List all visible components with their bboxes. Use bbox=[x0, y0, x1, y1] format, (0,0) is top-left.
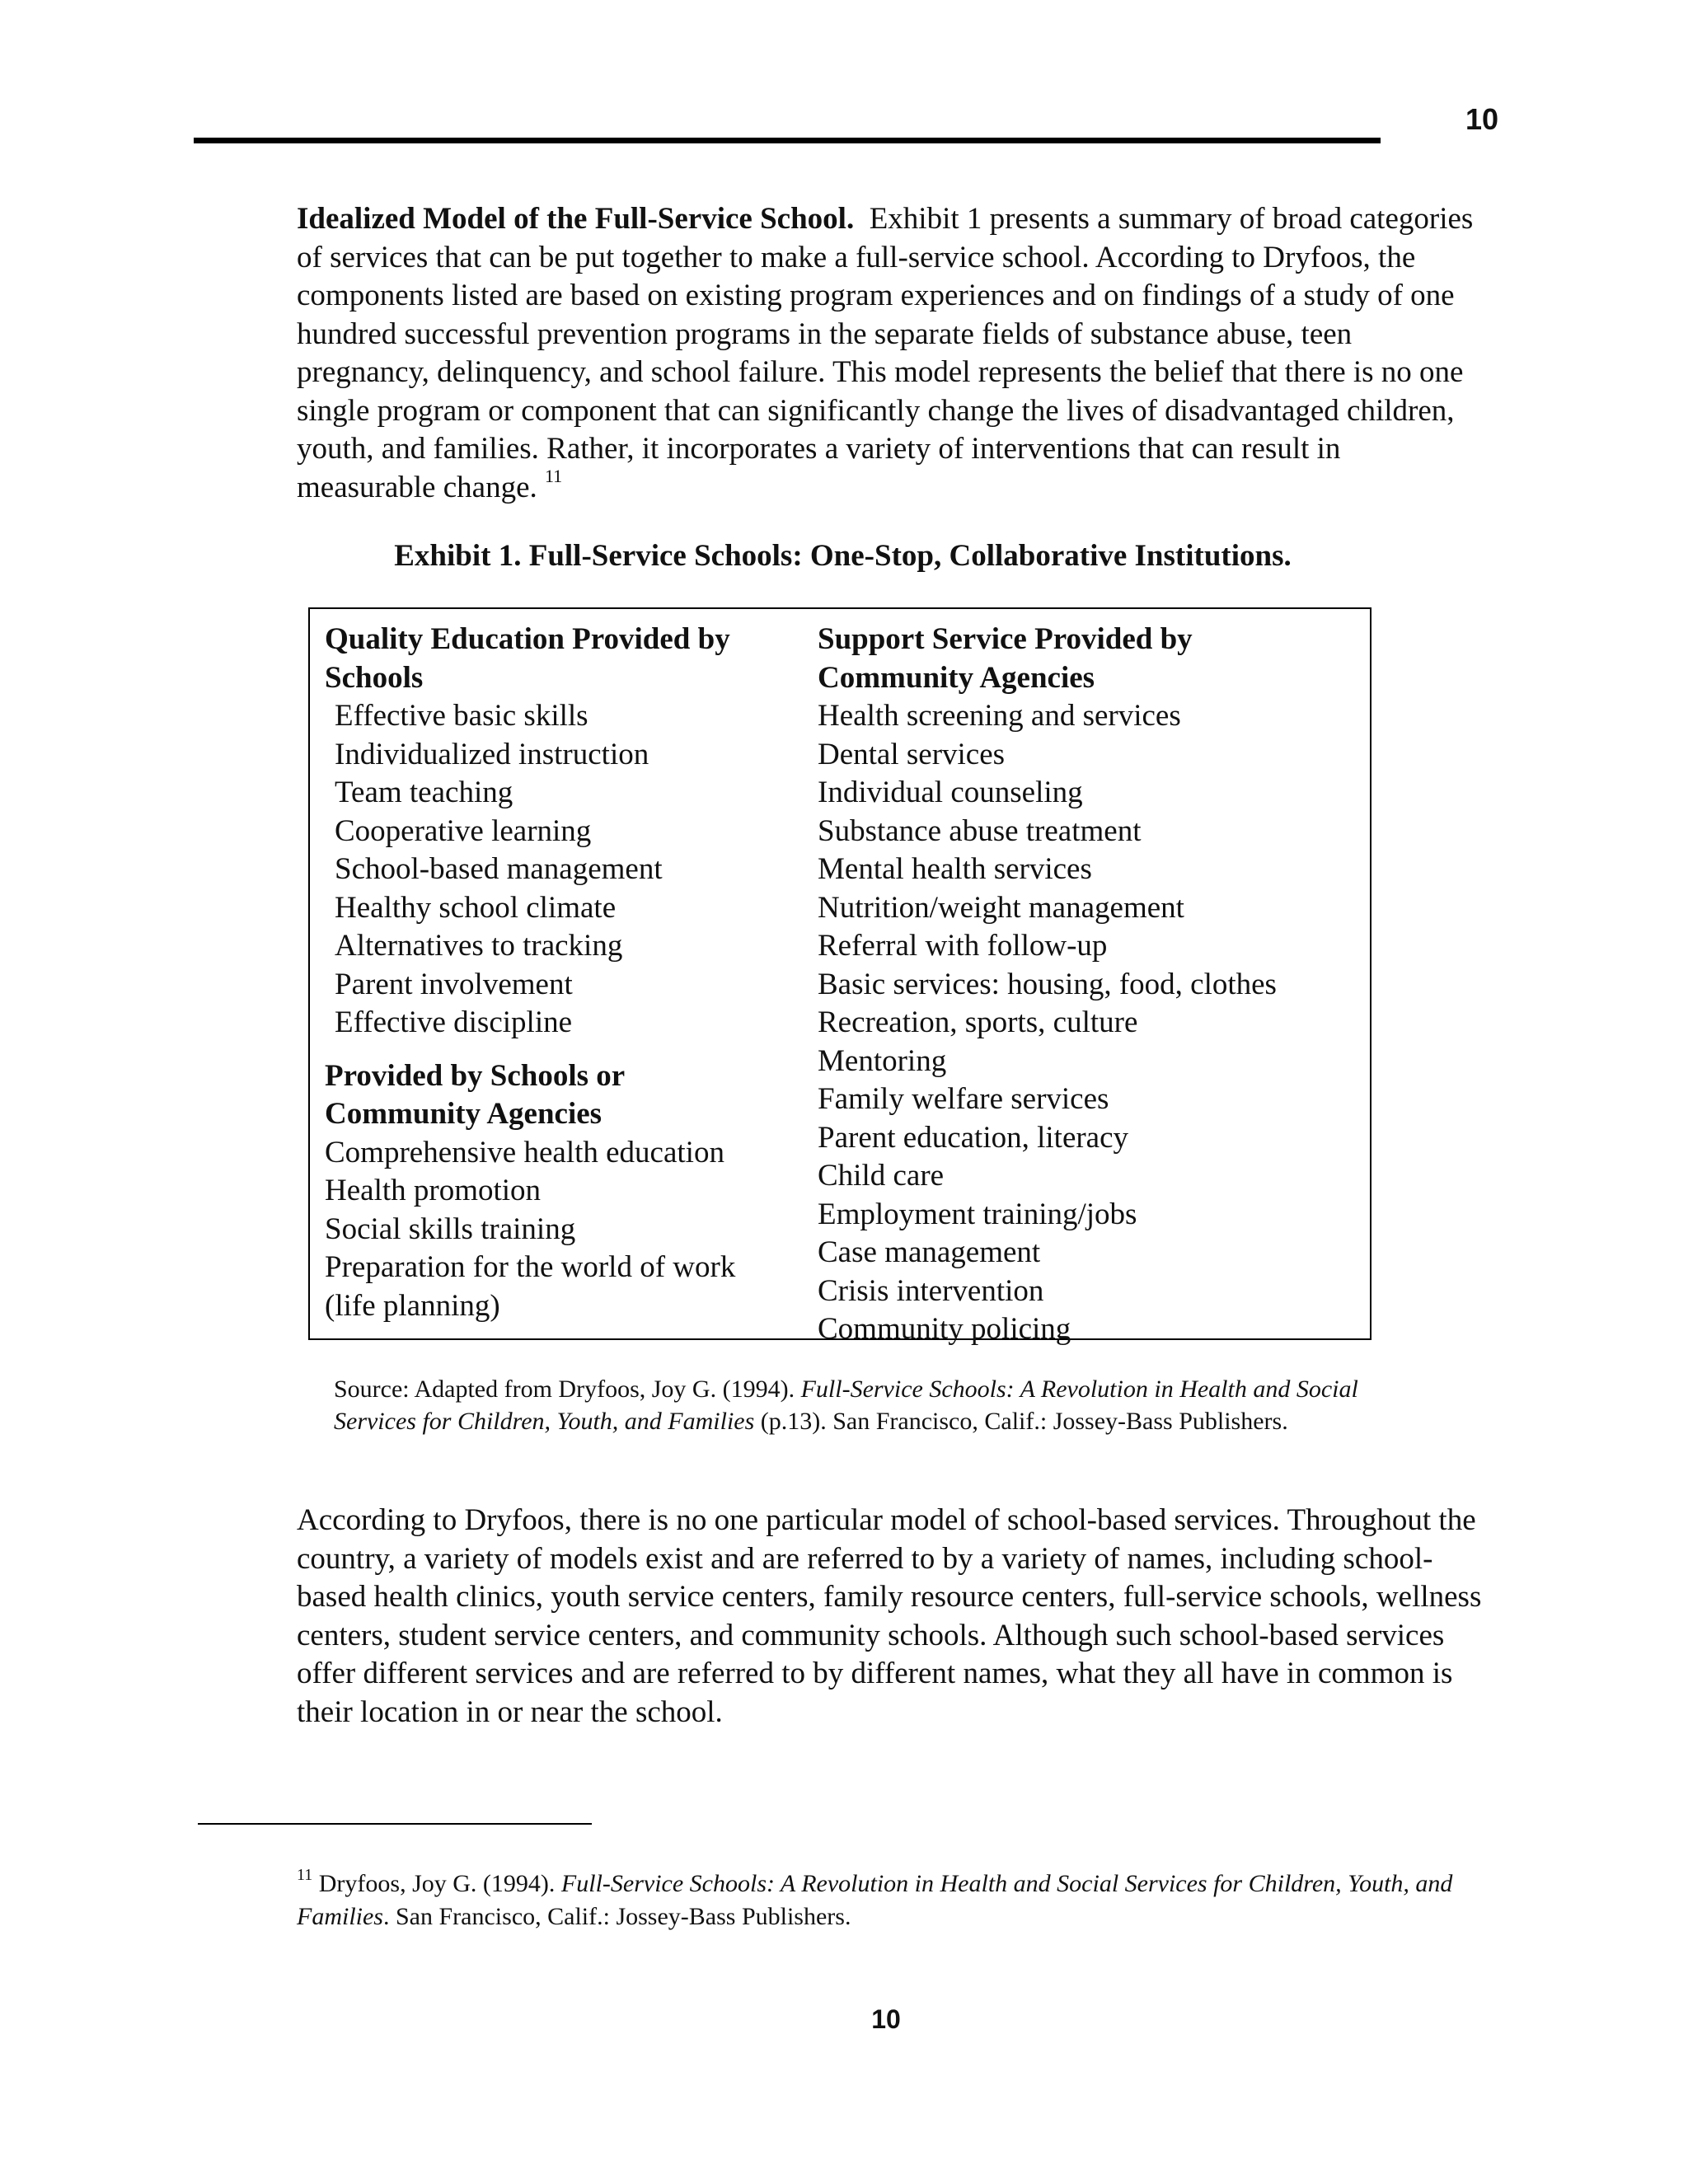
exhibit-left-column bbox=[325, 621, 803, 1325]
list-item: (life planning) bbox=[325, 1288, 500, 1323]
list-item: Child care bbox=[818, 1159, 945, 1193]
left-subheading-line1: Provided by Schools or bbox=[325, 1058, 626, 1093]
list-item: Team teaching bbox=[335, 776, 513, 809]
list-item: Healthy school climate bbox=[335, 890, 617, 925]
footnote-separator bbox=[198, 1823, 592, 1825]
left-subheading-line2: Community Agencies bbox=[325, 1097, 603, 1131]
intro-body: Exhibit 1 presents a summary of broad categories of services that can be put together to make a full-service school. According to Dryfoos, the components listed are based on existing program experiences and on findings of a study of one hundred successful prevention programs in the separate fields of substance abuse, teen pregnancy, delinquency, and school failure. This model represents the belief that there is no one single program or component that can significantly change the lives of disadvantaged children, youth, and families. Rather, it incorporates a variety of interventions that can result in measurable change. bbox=[297, 202, 1474, 504]
footnote-title: Full-Service Schools: A Revolution in Health and Social Services for Children, Youth, and Families bbox=[297, 1870, 1453, 1930]
list-item: Case management bbox=[818, 1235, 1041, 1269]
list-item: Crisis intervention bbox=[818, 1273, 1044, 1308]
list-item: Comprehensive health education bbox=[325, 1135, 724, 1169]
list-item: Health promotion bbox=[325, 1174, 542, 1207]
footnote-reference: 11 bbox=[545, 465, 563, 486]
exhibit-source-note bbox=[334, 1373, 1397, 1437]
footnote-prefix: Dryfoos, Joy G. (1994). bbox=[312, 1870, 561, 1897]
list-item: Substance abuse treatment bbox=[818, 813, 1142, 848]
footnote-number: 11 bbox=[297, 1866, 313, 1884]
list-item: Effective discipline bbox=[335, 1005, 573, 1039]
list-item: Individualized instruction bbox=[335, 737, 649, 771]
list-item: Nutrition/weight management bbox=[818, 890, 1184, 925]
list-item: Community policing bbox=[818, 1312, 1071, 1346]
list-item: Mentoring bbox=[818, 1043, 947, 1078]
page-number-top: 10 bbox=[1465, 102, 1498, 136]
body-paragraph: According to Dryfoos, there is no one particular model of school-based services. Throughout the country, a variety of models exist and are referred to by a variety of names, including school-based health clinics, youth service centers, family resource centers, full-service schools, wellness centers, student service centers, and community schools. Although such school-based services offer different services and are referred to by different names, what they all have in common is their location in or near the school. bbox=[297, 1503, 1482, 1729]
header-rule bbox=[194, 138, 1381, 143]
list-item: Social skills training bbox=[325, 1212, 576, 1246]
list-item: Effective basic skills bbox=[335, 699, 588, 733]
list-item: Health screening and services bbox=[818, 699, 1181, 733]
list-item: Recreation, sports, culture bbox=[818, 1005, 1138, 1039]
section-spacer bbox=[325, 1043, 803, 1057]
list-item: Referral with follow-up bbox=[818, 929, 1108, 963]
footnote-suffix: . San Francisco, Calif.: Jossey-Bass Publishers. bbox=[383, 1903, 851, 1930]
exhibit-right-column bbox=[818, 621, 1362, 1349]
list-item: Basic services: housing, food, clothes bbox=[818, 967, 1277, 1001]
list-item: Individual counseling bbox=[818, 776, 1083, 809]
footnote bbox=[297, 1868, 1484, 1933]
list-item: Parent education, literacy bbox=[818, 1120, 1129, 1155]
exhibit-title: Exhibit 1. Full-Service Schools: One-Stop, Collaborative Institutions. bbox=[394, 539, 1292, 573]
intro-paragraph bbox=[297, 200, 1484, 507]
page-number-bottom: 10 bbox=[871, 2004, 901, 2034]
exhibit-table bbox=[308, 607, 1372, 1346]
intro-heading: Idealized Model of the Full-Service School. bbox=[297, 202, 855, 236]
list-item: Dental services bbox=[818, 737, 1006, 771]
list-item: School-based management bbox=[335, 852, 663, 886]
list-item: Employment training/jobs bbox=[818, 1197, 1137, 1231]
list-item: Alternatives to tracking bbox=[335, 929, 623, 963]
list-item: Family welfare services bbox=[818, 1082, 1109, 1116]
left-heading-line1: Quality Education Provided by bbox=[325, 622, 730, 656]
right-heading-line1: Support Service Provided by bbox=[818, 622, 1193, 656]
right-heading-line2: Community Agencies bbox=[818, 660, 1095, 695]
source-title: Full-Service Schools: A Revolution in Health and Social Services for Children, Youth, and Families bbox=[334, 1376, 1358, 1435]
list-item: Cooperative learning bbox=[335, 813, 592, 848]
left-heading-line2: Schools bbox=[325, 660, 424, 695]
list-item: Parent involvement bbox=[335, 967, 573, 1001]
source-suffix: (p.13). San Francisco, Calif.: Jossey-Bass Publishers. bbox=[754, 1408, 1288, 1435]
source-prefix: Source: Adapted from Dryfoos, Joy G. (1994). bbox=[334, 1376, 801, 1403]
list-item: Mental health services bbox=[818, 852, 1092, 886]
list-item: Preparation for the world of work bbox=[325, 1250, 736, 1284]
